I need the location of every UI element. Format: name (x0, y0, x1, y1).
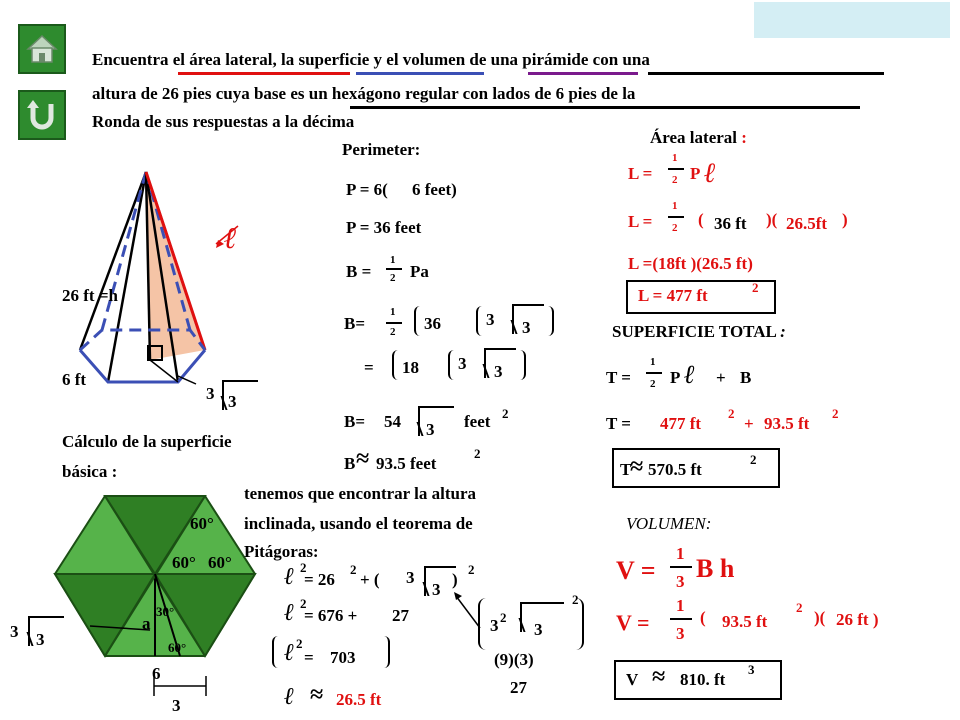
l2-end: ) (842, 210, 848, 229)
lateral-title (650, 128, 747, 148)
b2-lhs: B= (344, 314, 366, 333)
slant-l-2: ℓ (284, 600, 295, 626)
surface-title-text: SUPERFICIE TOTAL (612, 322, 776, 341)
t2-a: 477 ft (660, 414, 702, 433)
l1-lhs: L = (628, 164, 653, 183)
b4-radical (418, 406, 454, 436)
l2-num: 1 (672, 200, 678, 212)
hex-dimension-arrow (150, 676, 210, 696)
b5-val: 93.5 feet (376, 454, 437, 473)
underline-red (178, 72, 350, 75)
b4-rad: 3 (426, 420, 435, 439)
slant-eq3-val: 703 (330, 648, 356, 667)
b2-paren-36 (414, 306, 468, 336)
perimeter-p1-val: 6 feet) (412, 180, 457, 199)
v2-den: 3 (676, 624, 685, 643)
v2-h: 26 ft ) (836, 610, 879, 629)
hex-a-label: a (142, 614, 151, 633)
t2-plus: + (744, 414, 754, 433)
t1-den: 2 (650, 378, 656, 390)
hex-bottom: 3 (172, 696, 181, 715)
t3-lhs: T (620, 460, 632, 479)
t3-exp: 2 (750, 452, 757, 467)
slant-eq3: = (304, 648, 314, 667)
slant-eq1-rad: 3 (432, 580, 441, 599)
t1-frac-bar (646, 372, 662, 374)
volume-title: VOLUMEN: (626, 514, 712, 533)
surface-title (612, 322, 786, 342)
underline-black-1 (648, 72, 884, 75)
base-calc-title-1: Cálculo de la superficie (62, 432, 232, 451)
b2-36: 36 (424, 314, 441, 333)
u-turn-icon (25, 98, 59, 132)
slant-eq1-coef: 3 (406, 568, 415, 587)
b4-unit: feet (464, 412, 491, 431)
apothem-rad: 3 (228, 392, 237, 411)
perimeter-p1: P = 6( (346, 180, 388, 199)
slant-eq1b: + ( (360, 570, 380, 589)
v2-val: 93.5 ft (722, 612, 768, 631)
l2-slant: 26.5ft (786, 214, 828, 233)
v2-open: ( (700, 608, 706, 627)
underline-black-2 (350, 106, 860, 109)
side-rad: 3 (534, 620, 543, 639)
t1-p: P (670, 368, 681, 387)
t1-b: B (740, 368, 752, 387)
side-coef: 3 (490, 616, 499, 635)
v3-approx: ≈ (652, 664, 666, 690)
b2-num: 1 (390, 306, 396, 318)
l1-den: 2 (672, 174, 678, 186)
problem-line-1: Encuentra el área lateral, la superficie y el volumen de una pirámide con una (92, 50, 650, 69)
v3-val: 810. ft (680, 670, 726, 689)
l1-num: 1 (672, 152, 678, 164)
problem-line-2: altura de 26 pies cuya base es un hexágono regular con lados de 6 pies de la (92, 84, 636, 103)
b3-rad: 3 (494, 362, 503, 381)
b1-frac-bar (386, 268, 402, 270)
pyramid-side-label: 6 ft (62, 370, 87, 389)
l1-p: P (690, 164, 701, 183)
perimeter-title: Perimeter: (342, 140, 421, 159)
t1-lhs: T = (606, 368, 631, 387)
slant-intro-3: Pitágoras: (244, 542, 319, 561)
slant-eq1-close: ) (452, 570, 458, 589)
slant-eq1-exp: 2 (350, 562, 357, 577)
side-rad-exp: 2 (572, 592, 579, 607)
t3-val: 570.5 ft (648, 460, 702, 479)
l1-frac-bar (668, 168, 684, 170)
problem-line-3: Ronda de sus respuestas a la décima (92, 112, 355, 131)
l2-den: 2 (672, 222, 678, 234)
surface-colon: : (780, 322, 786, 341)
top-right-box (754, 2, 950, 38)
slant-eq1-close-exp: 2 (468, 562, 475, 577)
slant-intro-1: tenemos que encontrar la altura (244, 484, 476, 503)
l3: L =(18ft )(26.5 ft) (628, 254, 753, 273)
slant-exp-3: 2 (296, 636, 303, 651)
v1-num: 1 (676, 544, 685, 563)
b5-lhs: B (344, 454, 356, 473)
base-calc-title-2: básica : (62, 462, 118, 481)
l4-exp: 2 (752, 280, 759, 295)
b1-num: 1 (390, 254, 396, 266)
b5-approx: ≈ (356, 446, 370, 472)
v2-num: 1 (676, 596, 685, 615)
home-button[interactable] (18, 24, 66, 74)
slant-l-3: ℓ (284, 640, 295, 666)
slant-exp-2: 2 (300, 596, 307, 611)
l2-open: ( (698, 210, 704, 229)
b3-paren-18 (392, 350, 446, 380)
underline-purple (528, 72, 638, 75)
hex-angle-5: 60° (168, 640, 187, 655)
v2-exp: 2 (796, 600, 803, 615)
b5-exp: 2 (474, 446, 481, 461)
t3-approx: ≈ (630, 454, 644, 480)
pyramid-height-label: 26 ft =h (62, 286, 118, 305)
slant-eq2-val: 27 (392, 606, 409, 625)
l2-lhs: L = (628, 212, 653, 231)
slant-exp-1: 2 (300, 560, 307, 575)
b2-frac-bar (386, 322, 402, 324)
b3-coef: 3 (458, 354, 467, 373)
hex-angle-3: 60° (208, 553, 232, 572)
b4-lhs: B= (344, 412, 366, 431)
perimeter-p2: P = 36 feet (346, 218, 422, 237)
v2-lhs: V = (616, 610, 650, 635)
slant-l-4: ℓ (284, 684, 295, 710)
hex-side: 6 (152, 664, 161, 683)
v3-exp: 3 (748, 662, 755, 677)
hex-rad: 3 (36, 630, 45, 649)
b2-coef: 3 (486, 310, 495, 329)
b3-18: 18 (402, 358, 419, 377)
l2-frac-bar (668, 216, 684, 218)
lateral-title-text: Área lateral (650, 128, 738, 147)
b1-lhs: B = (346, 262, 372, 281)
slant-intro-2: inclinada, usando el teorema de (244, 514, 473, 533)
slant-l-1: ℓ (284, 564, 295, 590)
home-icon (25, 32, 59, 66)
side-27: 27 (510, 678, 527, 697)
l2-close: )( (766, 210, 778, 229)
v1-lhs: V = (616, 556, 656, 585)
b1-den: 2 (390, 272, 396, 284)
b4-exp: 2 (502, 406, 509, 421)
hex-coef: 3 (10, 622, 19, 641)
back-button[interactable] (18, 90, 66, 140)
l4: L = 477 ft (638, 286, 708, 305)
l2-36: 36 ft (714, 214, 747, 233)
apothem-coef: 3 (206, 384, 215, 403)
v3-lhs: V (626, 670, 639, 689)
slant-eq2: = 676 + (304, 606, 358, 625)
hex-angle-4: 30° (156, 604, 175, 619)
l1-l: ℓ (704, 158, 716, 189)
hex-angle-1: 60° (190, 514, 214, 533)
t2-a-exp: 2 (728, 406, 735, 421)
hexagon-diagram (50, 490, 270, 670)
v2-frac-bar (670, 618, 692, 620)
side-mult: (9)(3) (494, 650, 534, 669)
t1-plus: + (716, 368, 726, 387)
t1-num: 1 (650, 356, 656, 368)
underline-blue (356, 72, 484, 75)
v1-den: 3 (676, 572, 685, 591)
t2-b-exp: 2 (832, 406, 839, 421)
side-coef-exp: 2 (500, 610, 507, 625)
b3-eq: = (364, 358, 374, 377)
slant-result: 26.5 ft (336, 690, 382, 709)
v1-frac-bar (670, 566, 692, 568)
t1-l: ℓ (684, 360, 696, 389)
t2-lhs: T = (606, 414, 631, 433)
b1-rhs: Pa (410, 262, 429, 281)
b2-rad: 3 (522, 318, 531, 337)
b2-den: 2 (390, 326, 396, 338)
v1-rhs: B h (696, 554, 735, 583)
slant-approx: ≈ (310, 682, 324, 708)
t2-b: 93.5 ft (764, 414, 810, 433)
slant-eq1: = 26 (304, 570, 335, 589)
hex-radical (28, 616, 64, 646)
v2-close: )( (814, 608, 826, 627)
slant-symbol: ℓ (224, 222, 237, 255)
lateral-colon: : (741, 128, 747, 147)
hex-angle-2: 60° (172, 553, 196, 572)
b4-54: 54 (384, 412, 401, 431)
